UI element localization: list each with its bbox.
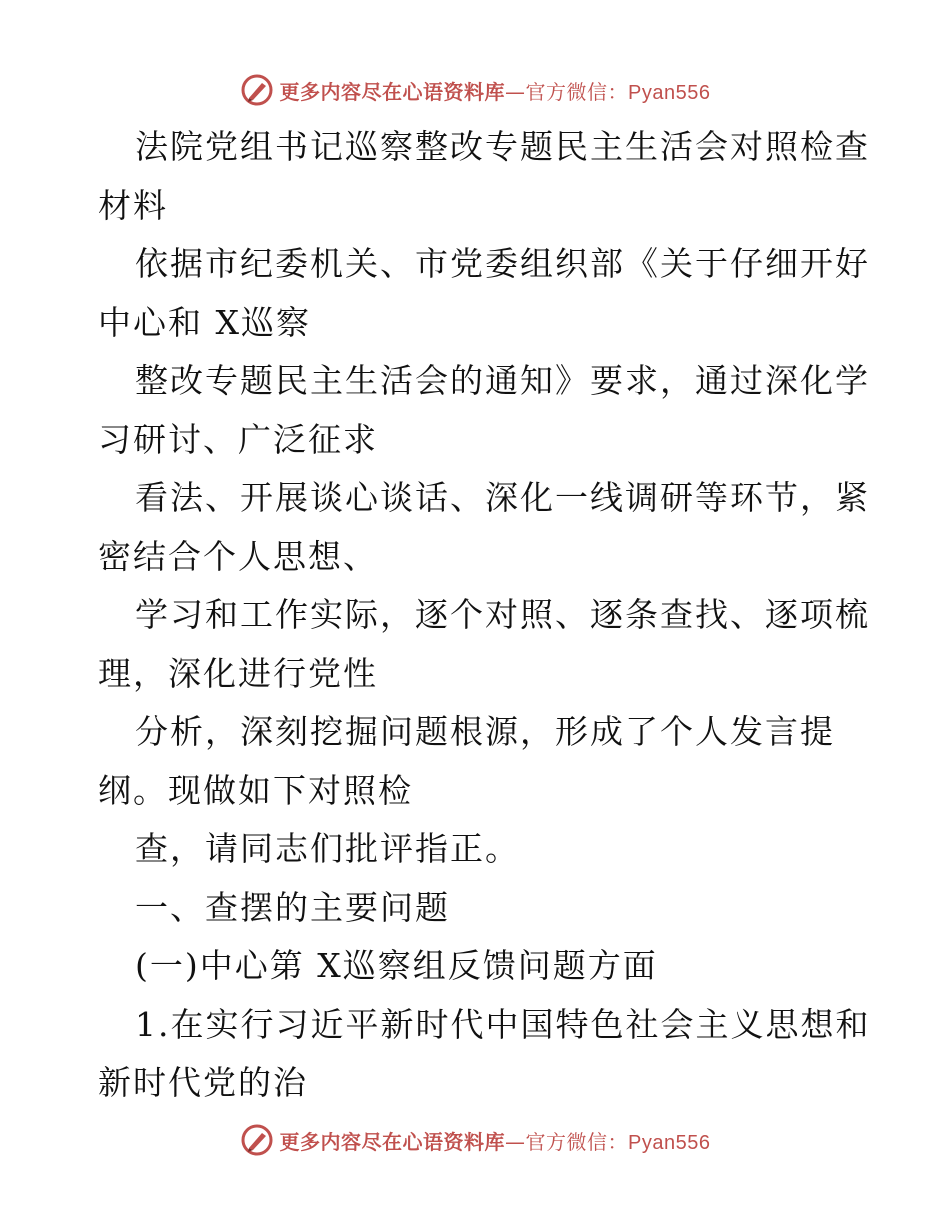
header-banner-content [240, 73, 711, 107]
banner-wechat-id: Pyan556 [628, 81, 711, 104]
paragraph-line: 理，深化进行党性 [98, 653, 378, 693]
banner-title: 更多内容尽在心语资料库 [279, 1129, 506, 1154]
doc-title-line-2: 材料 [98, 185, 168, 225]
subsection-heading: (一)中心第 X巡察组反馈问题方面 [135, 946, 658, 985]
banner-wechat-label: 官方微信： [525, 1129, 629, 1154]
paragraph-line: 分析，深刻挖掘问题根源，形成了个人发言提 [135, 712, 835, 751]
header-banner [0, 70, 950, 110]
paragraph-line: 看法、开展谈心谈话、深化一线调研等环节，紧 [135, 478, 870, 517]
footer-banner [0, 1120, 950, 1160]
document-body [98, 118, 871, 1113]
paragraph-line: 密结合个人思想、 [98, 536, 378, 576]
pen-circle-icon [240, 1123, 274, 1157]
paragraph-line: 新时代党的治 [98, 1063, 308, 1102]
banner-wechat-label: 官方微信： [525, 79, 629, 104]
paragraph-line: 查，请同志们批评指正。 [135, 829, 520, 868]
banner-wechat-id: Pyan556 [628, 1131, 711, 1154]
banner-text [280, 76, 711, 105]
paragraph-line: 纲。现做如下对照检 [98, 770, 413, 810]
paragraph-line: 依据市纪委机关、市党委组织部《关于仔细开好 [135, 244, 870, 283]
banner-text [280, 1126, 711, 1155]
paragraph-line: 学习和工作实际，逐个对照、逐条查找、逐项梳 [135, 595, 870, 634]
banner-title: 更多内容尽在心语资料库 [279, 79, 506, 104]
banner-separator: — [505, 1129, 526, 1154]
paragraph-line: 1.在实行习近平新时代中国特色社会主义思想和 [135, 1004, 871, 1044]
paragraph-line: 中心和 X巡察 [98, 302, 311, 342]
footer-banner-content [240, 1123, 711, 1157]
section-heading: 一、查摆的主要问题 [135, 887, 450, 927]
doc-title-line-1: 法院党组书记巡察整改专题民主生活会对照检查 [135, 127, 870, 166]
pen-circle-icon [240, 73, 274, 107]
banner-separator: — [505, 79, 526, 104]
paragraph-line: 整改专题民主生活会的通知》要求，通过深化学 [135, 361, 870, 400]
paragraph-line: 习研讨、广泛征求 [98, 419, 378, 459]
